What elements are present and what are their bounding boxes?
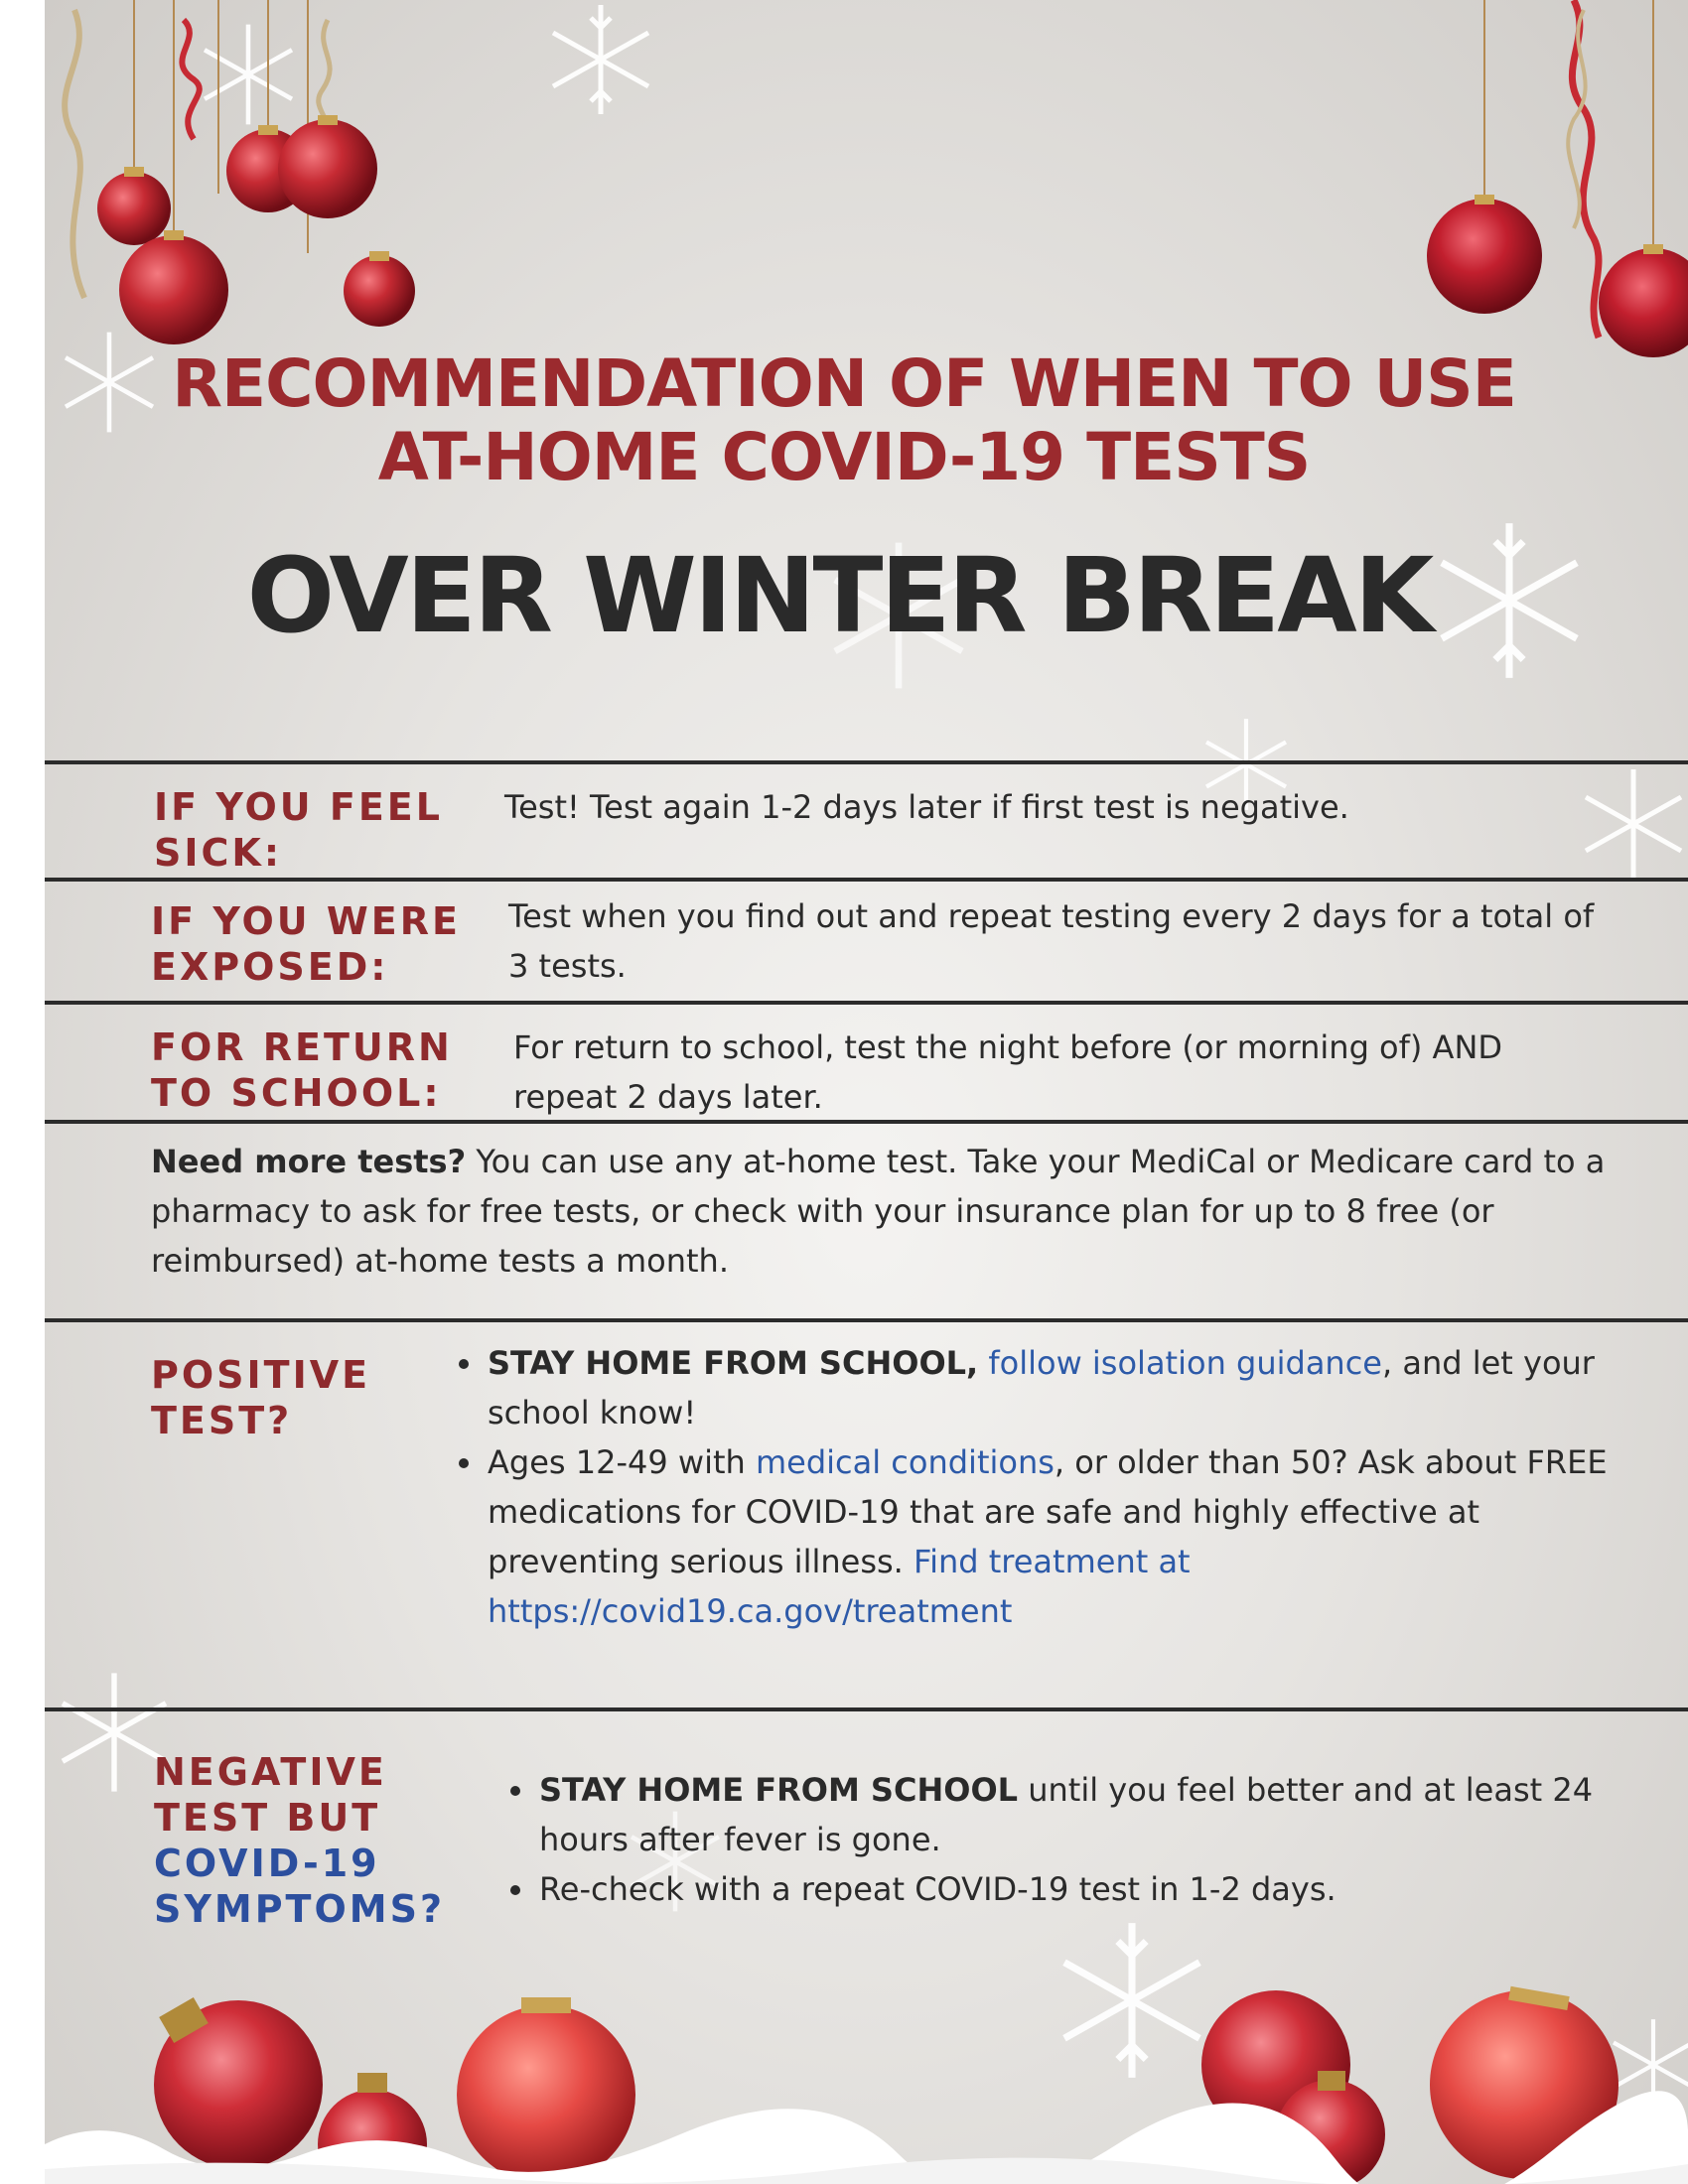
- row-label-return-school: FOR RETURN TO SCHOOL:: [151, 1025, 453, 1115]
- divider: [45, 1318, 1688, 1322]
- negative-label-blue: COVID-19 SYMPTOMS?: [154, 1842, 445, 1931]
- list-item: [486, 1437, 1614, 1636]
- negative-test-label: [154, 1749, 482, 1932]
- row-label-feel-sick: IF YOU FEEL SICK:: [154, 785, 443, 875]
- row-text-feel-sick: Test! Test again 1-2 days later if first test is negative.: [504, 788, 1349, 826]
- list-item: [486, 1338, 1614, 1437]
- negative-b1-bold: STAY HOME FROM SCHOOL: [539, 1771, 1019, 1809]
- divider: [45, 1707, 1688, 1711]
- positive-b1-bold: STAY HOME FROM SCHOOL,: [488, 1344, 979, 1382]
- divider: [45, 878, 1688, 882]
- negative-b2: Re-check with a repeat COVID-19 test in 1-2 days.: [539, 1870, 1336, 1908]
- negative-label-red: NEGATIVE TEST BUT: [154, 1750, 387, 1840]
- negative-b1-rest: until you feel better and at least 24 hours after fever is gone.: [539, 1771, 1594, 1858]
- list-item: [537, 1765, 1635, 1864]
- title-line-2: AT-HOME COVID-19 TESTS: [377, 419, 1311, 495]
- positive-b2-pre: Ages 12-49 with: [488, 1443, 756, 1481]
- row-text-exposed: Test when you find out and repeat testing every 2 days for a total of 3 tests.: [508, 897, 1595, 985]
- divider: [45, 1001, 1688, 1005]
- medical-conditions-link[interactable]: medical conditions: [755, 1443, 1055, 1481]
- positive-test-label: POSITIVE TEST?: [151, 1353, 371, 1442]
- ornament-icon: [45, 1985, 1688, 2184]
- need-more-tests: [151, 1137, 1688, 1286]
- positive-b2-rest: , or older than 50? Ask about FREE medications for COVID-19 that are safe and highly effective at preventing serious illness.: [488, 1443, 1608, 1580]
- divider: [45, 760, 1688, 764]
- flyer-page: [45, 0, 1688, 2184]
- row-label-exposed: IF YOU WERE EXPOSED:: [151, 899, 461, 989]
- positive-test-list: [442, 1338, 1614, 1636]
- row-text-return-school: For return to school, test the night before (or morning of) AND repeat 2 days later.: [513, 1028, 1503, 1116]
- negative-test-list: [493, 1765, 1635, 1914]
- headline: OVER WINTER BREAK: [246, 535, 1432, 656]
- snowflake-icon: [511, 0, 690, 119]
- treatment-link[interactable]: Find treatment at https://covid19.ca.gov/treatment: [488, 1543, 1191, 1630]
- need-more-text: You can use any at-home test. Take your MediCal or Medicare card to a pharmacy to ask for free tests, or check with your insurance plan for up to 8 free (or reimbursed) at-home tests a month.: [151, 1143, 1606, 1280]
- ornament-icon: [1385, 0, 1688, 367]
- title-line-1: RECOMMENDATION OF WHEN TO USE: [172, 345, 1516, 422]
- need-more-lead: Need more tests?: [151, 1143, 467, 1180]
- list-item: [537, 1864, 1635, 1914]
- isolation-guidance-link[interactable]: follow isolation guidance: [988, 1344, 1382, 1382]
- positive-b1-rest: , and let your school know!: [488, 1344, 1595, 1432]
- ornament-icon: [45, 0, 442, 357]
